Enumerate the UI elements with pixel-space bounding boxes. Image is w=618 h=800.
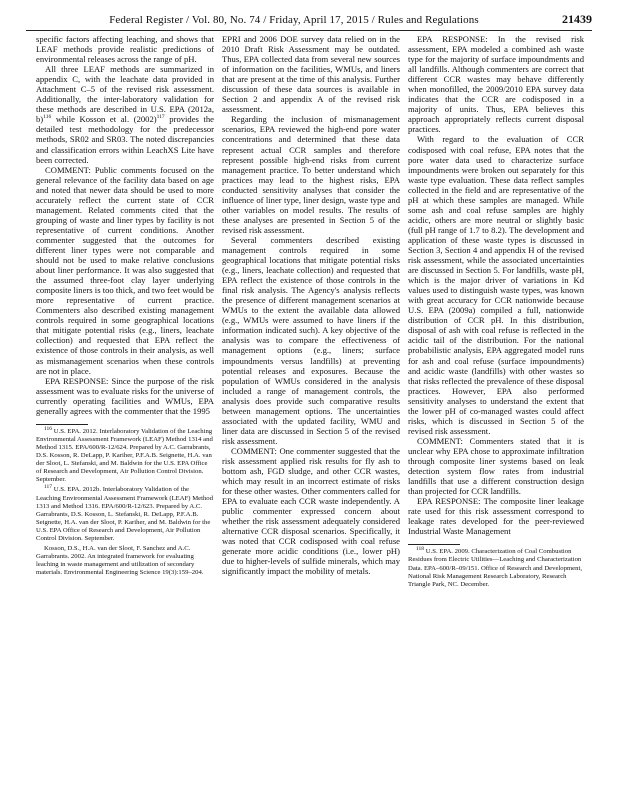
col1-paragraph-4: EPA RESPONSE: Since the purpose of the risk assessment was to evaluate risks for the universe of currently operating facilities and WMUs, EPA generally agrees with the commenter that the 1995 xyxy=(36,375,214,416)
col1-paragraph-1: specific factors affecting leaching, and shows that LEAF methods provide realistic predictions of environmental releases across the range of pH. xyxy=(36,34,214,65)
footnote-kosson: Kosson, D.S., H.A. van der Sloot, F. Sanchez and A.C. Garrabrants. 2002. An integrated framework for evaluating leaching in waste management and utilization of secondary materials. Environmental Engineering Science 19(3):159–204. xyxy=(36,545,204,577)
col2-paragraph-2: Regarding the inclusion of mismanagement scenarios, EPA reviewed the high-end pore water concentrations and determined that these data represent actual CCR samples and therefore represent possible high-end risks from current management practice. To better understand which practices may lead to the highest risks, EPA conducted sensitivity analyses that consider the influence of liner type, liner design, waste type and other variables on model results. The results of these analyses are presented in Section 5 of the revised risk assessment. xyxy=(222,114,400,235)
col3-paragraph-3: COMMENT: Commenters stated that it is unclear why EPA chose to approximate infiltration through composite liner systems based on leak detection system flow rates from industrial landfills that use a different construction design than projected for CCR landfills. xyxy=(408,435,584,497)
col2-paragraph-1: EPRI and 2006 DOE survey data relied on in the 2010 Draft Risk Assessment may be outdated. Thus, EPA collected data from several new sources of information on the facilities, WMUs, and liners that are present at the time of this analysis. Further discussion of these data sources is available in Section 2 and appendix A of the revised risk assessment. xyxy=(222,34,400,115)
col2-paragraph-3: Several commenters described existing management controls required in some geographical locations that mitigate potential risks (e.g., liners, leachate collection) and requested that EPA reflect the existence of those controls in the final risk analysis. The Agency's analysis reflects the presence of different management scenarios at WMUs to the extent the available data allowed (e.g., WMUs were assumed to have liners if the information indicated such). A key objective of the analysis was to compare the effectiveness of management options (e.g., liners; surface impoundments versus landfills) at preventing potential releases and exposures. Because the population of WMUs considered in the analysis included a range of management controls, the analysis does provide such comparative results between management options. The uncertainties associated with the updated facility, WMU and liner data are discussed in Section 5 of the revised risk assessment. xyxy=(222,234,400,446)
col1-paragraph-3: COMMENT: Public comments focused on the general relevance of the facility data based on age and noted that newer data should be used to more accurately reflect the current state of CCR management. Related comments cited that the grouping of waste and liner types by facility is not representative of current conditions. Another commenter suggested that the outcomes for different liner types were not comparable and should not be used to make relative conclusions about liner performance. It was also suggested that the assumed three-foot clay layer underlying composite liners is too thick, and two feet would be more representative of current practice. Commenters also described existing management controls required in some geographical locations that mitigate potential risks (e.g., liners, leachate collection) and requested that EPA reflect the existence of those controls in their analysis, as well as mismanagement scenarios when these controls are not in place. xyxy=(36,164,214,376)
col2-paragraph-4: COMMENT: One commenter suggested that the risk assessment applied risk results for fly ash to bottom ash, FGD sludge, and other CCR wastes, which may result in an incorrect estimate of risks for these other wastes. Other commenters called for EPA to evaluate each CCR waste independently. A public commenter expressed concern about whether the risk assessment adequately considered alternative CCR disposal scenarios. Specifically, it was noted that CCR codisposed with coal refuse generate more acidic conditions (i.e., lower pH) due to higher-levels of sulfide minerals, which may significantly impact the mobility of metals. xyxy=(222,445,400,577)
footnote-117: $^{117}$ U.S. EPA. 2012b. Interlaboratory Validation of the Leaching Environmental Assessment Framework (LEAF) Method 1313 and Method 1316. EPA/600/R-12/623. Prepared by A.C. Garrabrants, D.S. Kosson, L. Stefanski, R. DeLapp, P.F.A.B. Seignette, H.A. van der Sloot, P. Kariher, and M. Baldwin for the U.S. EPA Office of Research and Development, Air Pollution Control Division. September. xyxy=(36,484,213,542)
footnote-116: $^{116}$ U.S. EPA. 2012. Interlaboratory Validation of the Leaching Environmental Assessment Framework (LEAF) Method 1314 and Method 1315. EPA/600/R-12/624. Prepared by A.C. Garrabrants, D.S. Kosson, R. DeLapp, P. Kariher, P.F.A.B. Seignette, H.A. van der Sloot, L. Stefanski, and M. Baldwin for the U.S. EPA Office of Research and Development, Air Pollution Control Division. September. xyxy=(36,425,213,484)
col3-paragraph-2: With regard to the evaluation of CCR codisposed with coal refuse, EPA notes that the pore water data used to characterize surface impoundments were broken out separately for this waste type evaluation. These data reflect samples collected in the field and are representative of the pH at which these samples are managed. While some ash and coal refuse samples are highly acidic, others are more neutral or slightly basic (full pH range of 1.7 to 8.2). The development and application of these waste types is discussed in Section 3, Section 4 and appendix H of the revised risk assessment, while the associated uncertainties are discussed in Section 5. For landfills, waste pH, which is the major driver of variations in Kd values used to distinguish waste types, was known with great accuracy for CCR nationwide because U.S. EPA (2009a) compiled a full, nationwide distribution of CCR pH. In this distribution, disposal of ash with coal refuse is reflected in the acidic tail of the distribution. For the national probabilistic analysis, EPA aggregated model runs for ash and coal refuse (surface impoundments) and acidic waste (landfills) with other wastes so that risks reflected the prevalence of these disposal practices. However, EPA also performed sensitivity analyses to understand the extent that the lower pH of co-managed wastes could affect risks, which is discussed in Section 5 of the revised risk assessment. xyxy=(408,134,584,436)
col3-paragraph-4: EPA RESPONSE: The composite liner leakage rate used for this risk assessment correspond to leakage rates developed for the peer-reviewed Industrial Waste Management xyxy=(408,496,584,537)
column-2 xyxy=(222,34,400,577)
col3-paragraph-1: EPA RESPONSE: In the revised risk assessment, EPA modeled a combined ash waste type for the majority of surface impoundments and all landfills. Although commenters are correct that different CCR wastes may behave differently when monofilled, the 2009/2010 EPA survey data indicates that the CCR are codisposed in a majority of units. Thus, EPA believes this approach appropriately reflects current disposal practices. xyxy=(408,34,584,135)
publication-line: Federal Register / Vol. 80, No. 74 / Friday, April 17, 2015 / Rules and Regulations xyxy=(109,14,479,26)
page-number: 21439 xyxy=(562,12,592,26)
column-1 xyxy=(36,34,214,579)
col1-paragraph-2: All three LEAF methods are summarized in appendix C, with the leachate data provided in Attachment C–5 of the revised risk assessment. Additionally, the inter-laboratory validation for these methods are described in U.S. EPA (2012a, b)$^{116}$ while Kosson et al. $(2002)^{117}$ provides the detailed test methodology for the predecessor methods, SR02 and SR03. The noted discrepancies and classification errors within LeachXS Lite have been corrected. xyxy=(36,64,214,165)
page-header xyxy=(26,12,592,31)
column-3 xyxy=(408,34,584,591)
footnote-118: $^{118}$ U.S. EPA. 2009. Characterization of Coal Combustion Residues from Electric Utilities—Leaching and Characterization Data. EPA–600/R–09/151. Office of Research and Development, National Risk Management Research Laboratory, Research Triangle Park, NC. December. xyxy=(408,546,583,588)
